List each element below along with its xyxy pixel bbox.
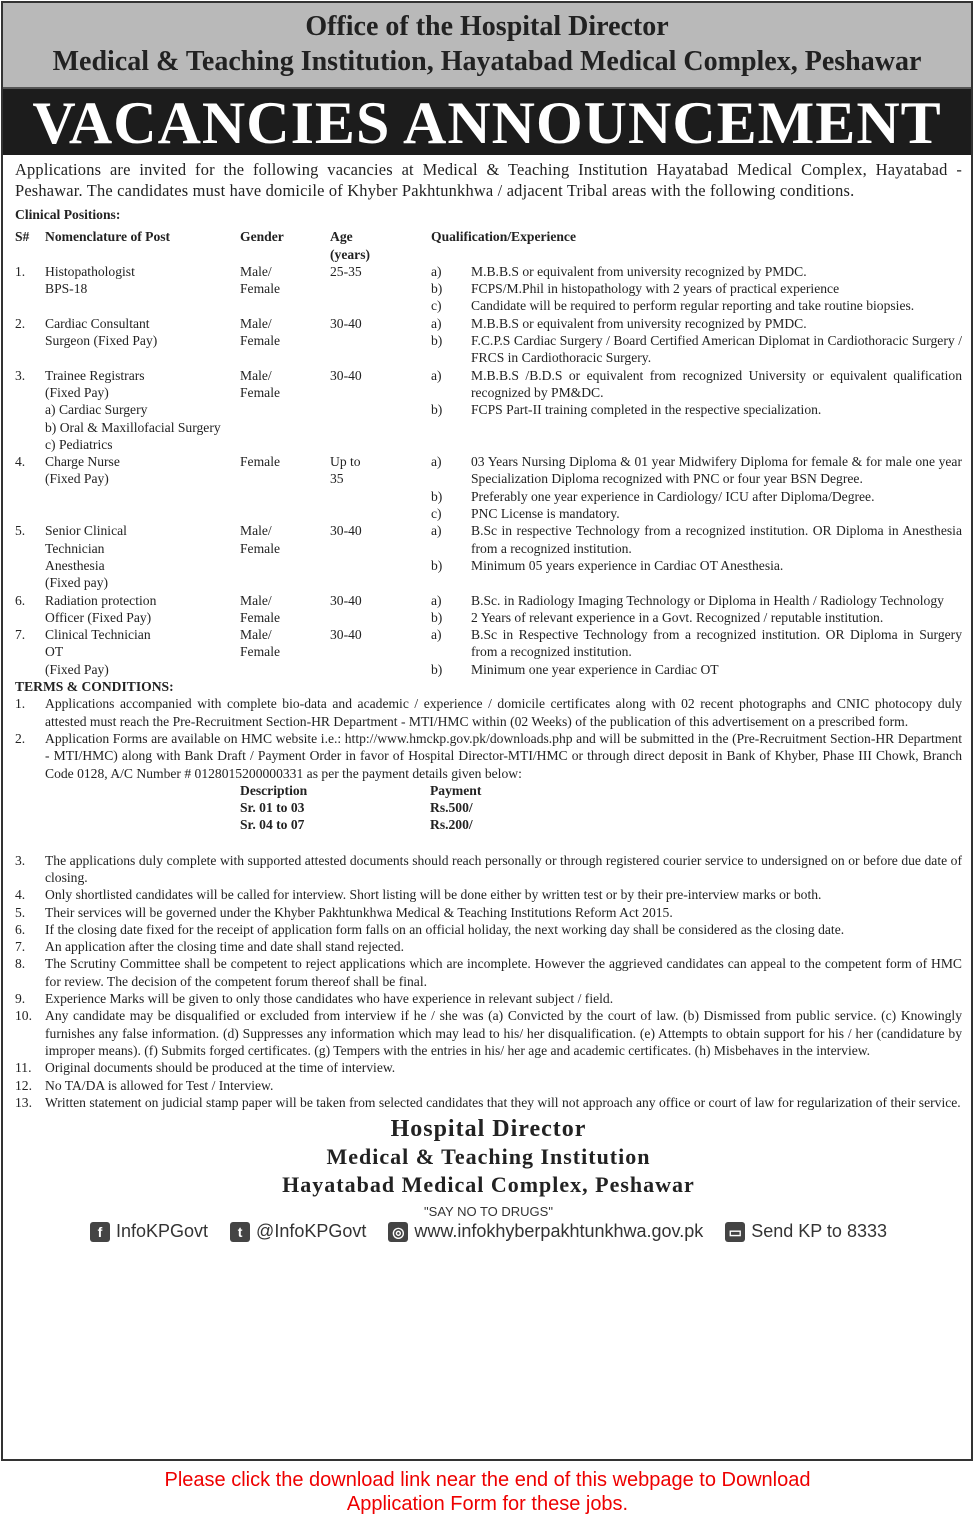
qualification-text: 2 Years of relevant experience in a Govt. Recognized / reputable institution. — [471, 609, 884, 625]
qualification-letter: b) — [431, 488, 443, 504]
social-links — [15, 1220, 962, 1242]
term-item — [15, 904, 962, 921]
download-note — [0, 1468, 975, 1516]
term-text: If the closing date fixed for the receipt of application form falls on an official holiday, the next working day shall be considered as the closing date. — [45, 921, 845, 937]
term-item — [15, 938, 962, 955]
payment-header-description: Description — [240, 782, 308, 798]
website-link[interactable]: ◎ www.infokhyberpakhtunkhwa.gov.pk — [388, 1220, 703, 1242]
intro-text: Applications are invited for the following vacancies at Medical & Teaching Institution Hayatabad Medical Complex, Hayatabad - Peshawar. The candidates must have domicile of Khyber Pakhtunkhwa / adjacent Tribal areas with the following conditions. — [15, 160, 962, 200]
qualification-letter: b) — [431, 609, 443, 625]
signature-line3: Hayatabad Medical Complex, Peshawar — [282, 1172, 695, 1198]
qualification-letter: a) — [431, 263, 442, 279]
office-title: Office of the Hospital Director — [305, 11, 669, 42]
qualification-text: M.B.B.S /B.D.S or equivalent from recognized University or equivalent qualification recognized by PM&DC. — [471, 367, 962, 400]
position-gender: Male/ Female — [240, 523, 281, 556]
positions-header — [15, 228, 962, 263]
terms-list — [15, 695, 962, 1111]
position-gender: Male/ Female — [240, 592, 281, 625]
sms-info: ▭ Send KP to 8333 — [725, 1220, 887, 1242]
qualification-letter: b) — [431, 557, 443, 573]
position-title: Trainee Registrars (Fixed Pay) a) Cardiac Surgery b) Oral & Maxillofacial Surgery c) Pediatrics — [45, 367, 221, 452]
qualification-item — [431, 315, 962, 332]
term-number: 4. — [15, 887, 26, 903]
position-title: Cardiac Consultant Surgeon (Fixed Pay) — [45, 315, 158, 349]
term-number: 6. — [15, 921, 26, 937]
term-item — [15, 1077, 962, 1094]
qualification-text: B.Sc. in Radiology Imaging Technology or Diploma in Health / Radiology Technology — [471, 592, 944, 608]
qualification-item — [431, 522, 962, 557]
position-row — [15, 315, 962, 367]
position-age: 30-40 — [330, 315, 362, 331]
qualification-item — [431, 661, 962, 678]
qualification-letter: b) — [431, 281, 443, 297]
term-text: Only shortlisted candidates will be called for interview. Short listing will be done either by written test or by their pre-interview marks or both. — [45, 887, 822, 903]
position-number: 4. — [15, 454, 26, 470]
qualification-letter: b) — [431, 661, 443, 677]
position-gender: Male/ Female — [240, 627, 281, 660]
term-item — [15, 1094, 962, 1111]
qualification-item — [431, 626, 962, 661]
position-gender: Female — [240, 454, 281, 470]
term-item — [15, 1059, 962, 1076]
globe-icon: ◎ — [388, 1222, 408, 1242]
clinical-positions-label: Clinical Positions: — [15, 207, 121, 222]
col-age: Age (years) — [330, 229, 371, 262]
position-row — [15, 592, 962, 627]
qualification-list — [431, 522, 962, 591]
qualification-text: Preferably one year experience in Cardiology/ ICU after Diploma/Degree. — [471, 488, 875, 504]
col-qualification: Qualification/Experience — [431, 229, 576, 245]
qualification-text: FCPS Part-II training completed in the respective specialization. — [471, 402, 822, 418]
qualification-text: M.B.B.S or equivalent from university recognized by PMDC. — [471, 315, 807, 331]
term-item — [15, 852, 962, 887]
position-row — [15, 263, 962, 315]
position-number: 3. — [15, 367, 26, 383]
qualification-item — [431, 488, 962, 505]
position-row — [15, 367, 962, 453]
qualification-letter: a) — [431, 454, 442, 470]
spacer — [15, 782, 240, 799]
position-number: 6. — [15, 592, 26, 608]
term-number: 8. — [15, 956, 26, 972]
term-text: No TA/DA is allowed for Test / Interview. — [45, 1077, 274, 1093]
qualification-list — [431, 315, 962, 367]
term-number: 10. — [15, 1008, 32, 1024]
qualification-list — [431, 626, 962, 678]
qualification-item — [431, 332, 962, 367]
qualification-list — [431, 453, 962, 522]
position-row — [15, 522, 962, 591]
position-age: Up to 35 — [330, 454, 361, 487]
qualification-item — [431, 453, 962, 488]
position-row — [15, 626, 962, 678]
qualification-text: Candidate will be required to perform regular reporting and take routine biopsies. — [471, 298, 915, 314]
qualification-item — [431, 401, 962, 418]
position-row — [15, 453, 962, 522]
term-item — [15, 695, 962, 730]
term-text: Any candidate may be disqualified or excluded from interview if he / she was (a) Convicted by the court of law. (b) Dismissed from public service. (c) Knowingly furnishes any false information. (d) Suppresses any information which may lead to his/ her disqualification. (e) Attempts to obtain support for his / her (candidature by improper means). (f) Submits forged certificates. (g) Tempers with the entries in his/ her age and academic certificates. (h) Misbehaves in the interview. — [45, 1008, 962, 1058]
qualification-letter: b) — [431, 402, 443, 418]
qualification-letter: c) — [431, 506, 442, 522]
twitter-link[interactable]: t @InfoKPGovt — [230, 1220, 366, 1242]
term-text: The applications duly complete with supported attested documents should reach personally or through registered courier service to undersigned on or before due date of closing. — [45, 852, 962, 885]
position-title: Histopathologist BPS-18 — [45, 263, 135, 297]
term-text: Applications accompanied with complete bio-data and academic / experience / domicile certificates along with 02 recent photographs and CNIC photocopy duly attested must reach the Pre-Recruitment Section-HR Department - MTI/HMC within (02 Weeks) of the publication of this advertisement on a prescribed form. — [45, 696, 962, 729]
term-number: 5. — [15, 904, 26, 920]
term-number: 3. — [15, 852, 26, 868]
positions-table — [15, 263, 962, 678]
spacer — [15, 816, 240, 833]
slogan: "SAY NO TO DRUGS" — [424, 1204, 553, 1220]
qualification-item — [431, 609, 962, 626]
qualification-letter: b) — [431, 333, 443, 349]
position-title: Clinical Technician OT (Fixed Pay) — [45, 627, 151, 677]
term-number: 7. — [15, 939, 26, 955]
spacer — [15, 799, 240, 816]
payment-amount: Rs.500/ — [430, 800, 473, 816]
qualification-letter: a) — [431, 315, 442, 331]
payment-description: Sr. 01 to 03 — [240, 800, 305, 816]
term-text: An application after the closing time and date shall stand rejected. — [45, 939, 404, 955]
payment-description: Sr. 04 to 07 — [240, 817, 305, 833]
term-number: 11. — [15, 1060, 32, 1076]
payment-table — [15, 782, 962, 834]
qualification-list — [431, 367, 962, 453]
facebook-link[interactable]: f InfoKPGovt — [90, 1220, 208, 1242]
qualification-text: M.B.B.S or equivalent from university recognized by PMDC. — [471, 263, 807, 279]
qualification-item — [431, 280, 962, 297]
term-number: 2. — [15, 730, 26, 746]
header — [3, 3, 971, 87]
qualification-text: B.Sc in respective Technology from a recognized institution. OR Diploma in Anesthesia from a recognized institution. — [471, 523, 962, 556]
qualification-item — [431, 297, 962, 314]
qualification-item — [431, 367, 962, 402]
position-title: Senior Clinical Technician Anesthesia (Fixed pay) — [45, 523, 127, 591]
qualification-letter: c) — [431, 298, 442, 314]
vacancy-advertisement — [1, 1, 973, 1461]
position-age: 25-35 — [330, 263, 362, 279]
announcement-title: VACANCIES ANNOUNCEMENT — [3, 87, 971, 155]
term-item — [15, 921, 962, 938]
position-number: 2. — [15, 315, 26, 331]
facebook-icon: f — [90, 1222, 110, 1242]
qualification-list — [431, 263, 962, 315]
download-note-line1: Please click the download link near the end of this webpage to Download — [164, 1469, 811, 1491]
qualification-text: B.Sc in Respective Technology from a recognized institution. OR Diploma in Surgery from a recognized institution. — [471, 627, 962, 660]
position-number: 7. — [15, 627, 26, 643]
qualification-item — [431, 505, 962, 522]
position-title: Radiation protection Officer (Fixed Pay) — [45, 592, 157, 625]
position-number: 1. — [15, 263, 26, 279]
term-text: Their services will be governed under the Khyber Pakhtunkhwa Medical & Teaching Institutions Reform Act 2015. — [45, 904, 673, 920]
payment-amount: Rs.200/ — [430, 817, 473, 833]
qualification-letter: a) — [431, 367, 442, 383]
qualification-text: Minimum one year experience in Cardiac OT — [471, 661, 719, 677]
term-text: Written statement on judicial stamp paper will be taken from selected candidates that they will not approach any office or court of law for regularization of their service. — [45, 1094, 961, 1110]
institution-title: Medical & Teaching Institution, Hayatabad Medical Complex, Peshawar — [52, 46, 922, 77]
qualification-letter: a) — [431, 627, 442, 643]
term-item — [15, 886, 962, 903]
position-gender: Male/ Female — [240, 315, 281, 349]
term-number: 9. — [15, 991, 26, 1007]
qualification-text: FCPS/M.Phil in histopathology with 2 years of practical experience — [471, 281, 840, 297]
position-age: 30-40 — [330, 592, 362, 608]
signature-line2: Medical & Teaching Institution — [326, 1144, 651, 1170]
sms-icon: ▭ — [725, 1222, 745, 1242]
qualification-text: F.C.P.S Cardiac Surgery / Board Certified American Diplomat in Cardiothoracic Surgery / FRCS in Cardiothoracic Surgery. — [471, 333, 962, 366]
position-gender: Male/ Female — [240, 367, 281, 400]
signature-block — [15, 1115, 962, 1199]
term-text: Application Forms are available on HMC website i.e.: http://www.hmckp.gov.pk/downloads.php and will be submitted in the (Pre-Recruitment Section-HR Department - MTI/HMC) along with Bank Draft / Payment Order in favor of Hospital Director-MTI/HMC or through direct deposit in Bank of Khyber, Phase III Chowk, Branch Code 0128, A/C Number # 0128015200000331 as per the payment details given below: — [45, 730, 962, 781]
download-note-line2: Application Form for these jobs. — [346, 1493, 629, 1515]
qualification-text: Minimum 05 years experience in Cardiac OT Anesthesia. — [471, 557, 784, 573]
term-item — [15, 730, 962, 782]
payment-header-amount: Payment — [430, 782, 482, 798]
term-item — [15, 990, 962, 1007]
col-gender: Gender — [240, 229, 284, 245]
qualification-text: PNC License is mandatory. — [471, 506, 620, 522]
qualification-list — [431, 592, 962, 627]
position-age: 30-40 — [330, 627, 362, 643]
position-age: 30-40 — [330, 367, 362, 383]
qualification-letter: a) — [431, 523, 442, 539]
col-post: Nomenclature of Post — [45, 229, 171, 245]
position-age: 30-40 — [330, 523, 362, 539]
terms-label: TERMS & CONDITIONS: — [15, 679, 174, 695]
term-item — [15, 955, 962, 990]
twitter-icon: t — [230, 1222, 250, 1242]
term-text: The Scrutiny Committee shall be competent to reject applications which are incomplete. However the aggrieved candidates can appeal to the competent form of HMC for review. The decision of the competent forum thereof shall be final. — [45, 956, 962, 989]
position-title: Charge Nurse (Fixed Pay) — [45, 454, 120, 487]
term-item — [15, 1007, 962, 1059]
qualification-item — [431, 557, 962, 574]
position-gender: Male/ Female — [240, 263, 281, 297]
term-number: 12. — [15, 1077, 32, 1093]
qualification-text: 03 Years Nursing Diploma & 01 year Midwifery Diploma for female & for male one year Specialization Diploma recognized with PNC or four year BSN Degree. — [471, 454, 962, 487]
col-sn: S# — [15, 229, 30, 245]
qualification-item — [431, 263, 962, 280]
qualification-letter: a) — [431, 592, 442, 608]
term-text: Experience Marks will be given to only those candidates who have experience in relevant subject / field. — [45, 991, 614, 1007]
term-number: 1. — [15, 696, 26, 712]
position-number: 5. — [15, 523, 26, 539]
qualification-item — [431, 592, 962, 609]
term-number: 13. — [15, 1094, 32, 1110]
term-text: Original documents should be produced at the time of interview. — [45, 1060, 396, 1076]
signature-title: Hospital Director — [390, 1116, 587, 1143]
